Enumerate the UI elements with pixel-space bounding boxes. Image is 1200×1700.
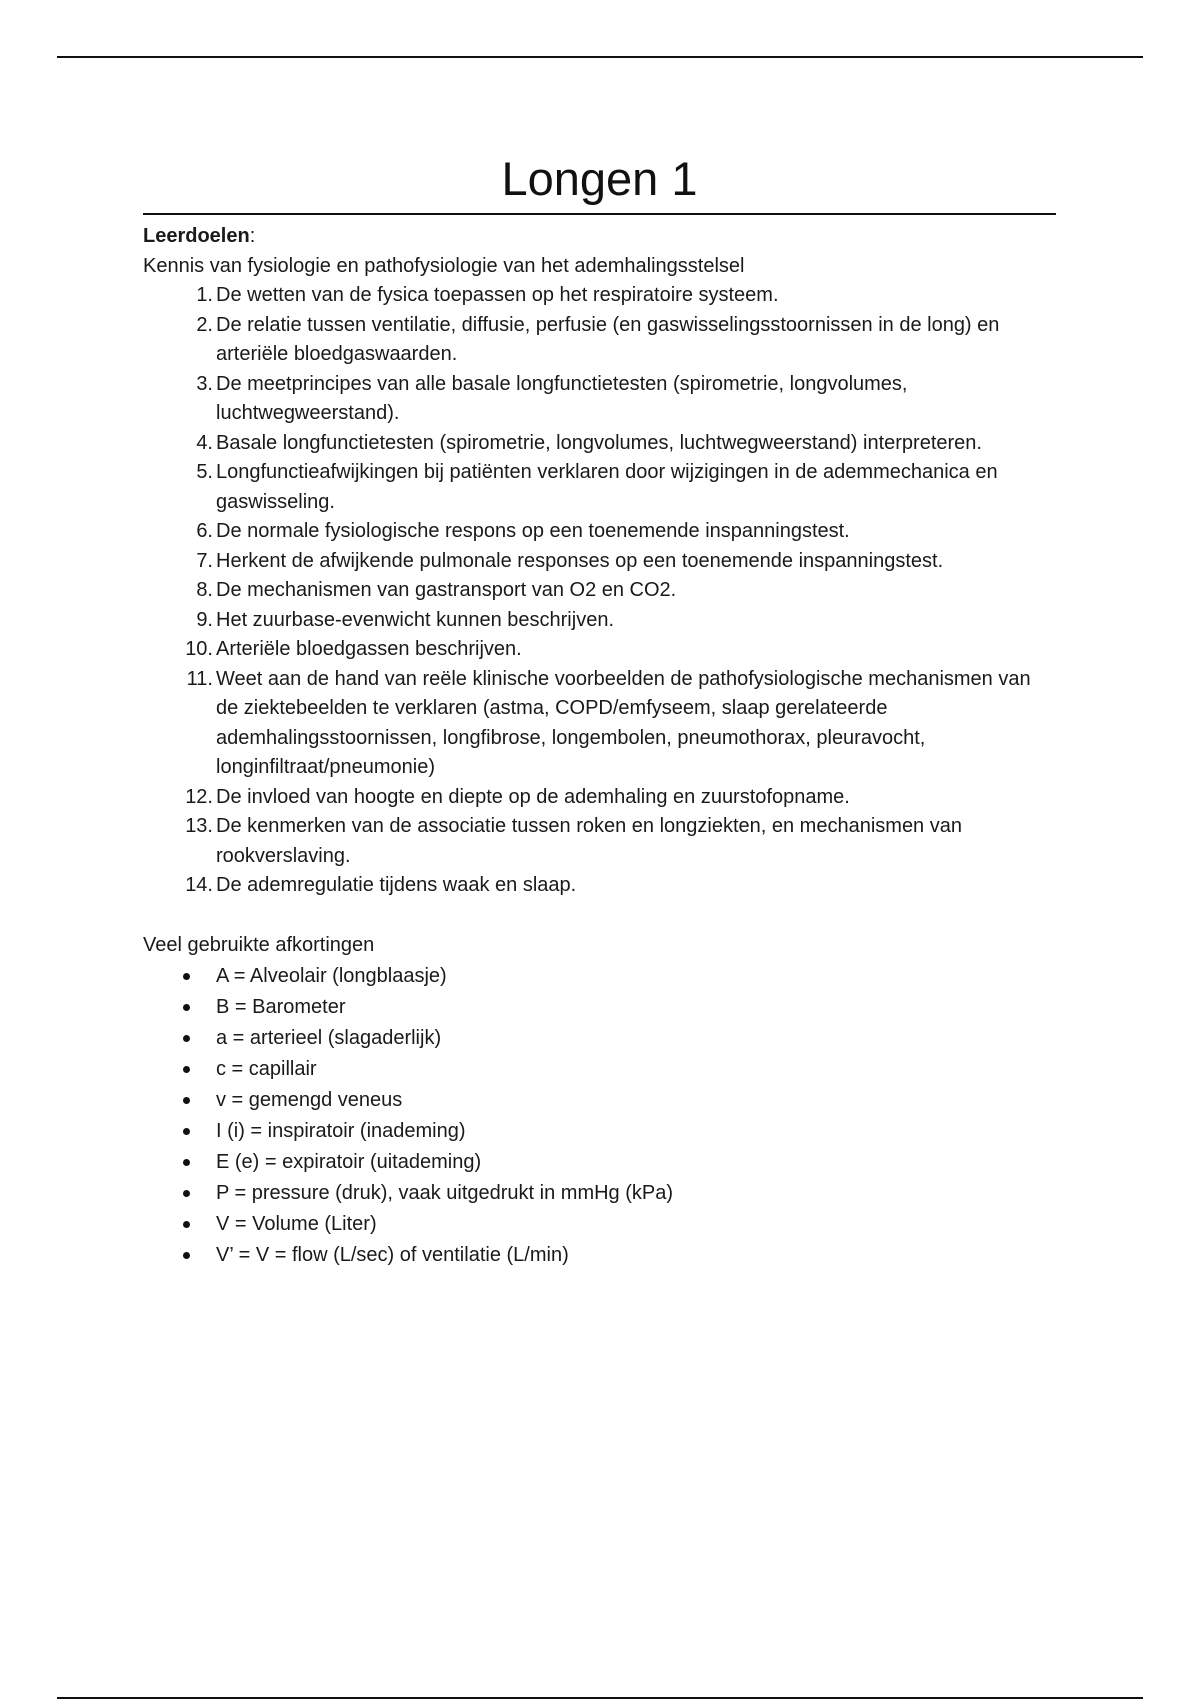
document-body bbox=[143, 148, 1056, 1271]
page-title: Longen 1 bbox=[501, 152, 698, 205]
abbreviation-text: v = gemengd veneus bbox=[216, 1088, 403, 1111]
learning-goal bbox=[143, 783, 1056, 813]
goal-number: 1. bbox=[196, 284, 213, 306]
leerdoelen-intro: Kennis van fysiologie en pathofysiologie van het ademhalingsstelsel bbox=[143, 255, 745, 277]
goal-number: 7. bbox=[196, 549, 213, 572]
goal-text: Arteriële bloedgassen beschrijven. bbox=[216, 638, 522, 660]
abbreviation-item bbox=[143, 1054, 1056, 1085]
abbreviation-item bbox=[143, 1116, 1056, 1147]
goal-text: De relatie tussen ventilatie, diffusie, perfusie (en gaswisselingsstoornissen in de long) en arteriële bloedgaswaarden. bbox=[216, 313, 1000, 365]
abbreviation-item bbox=[143, 1147, 1056, 1178]
bullet-icon bbox=[183, 973, 190, 980]
abbreviation-text: a = arterieel (slagaderlijk) bbox=[216, 1026, 442, 1049]
section-spacer bbox=[143, 901, 1056, 930]
goal-text: De ademregulatie tijdens waak en slaap. bbox=[216, 874, 577, 896]
goal-text: De meetprincipes van alle basale longfunctietesten (spirometrie, longvolumes, luchtwegweerstand). bbox=[216, 372, 908, 424]
abbreviation-item bbox=[143, 1209, 1056, 1240]
goal-text: Herkent de afwijkende pulmonale responses op een toenemende inspanningstest. bbox=[216, 549, 944, 572]
goal-number: 12. bbox=[185, 785, 213, 808]
learning-goal bbox=[143, 458, 1056, 517]
abbreviation-text: A = Alveolair (longblaasje) bbox=[216, 964, 447, 987]
learning-goal bbox=[143, 812, 1056, 871]
learning-goal bbox=[143, 665, 1056, 783]
abbreviation-text: E (e) = expiratoir (uitademing) bbox=[216, 1150, 482, 1173]
goal-number: 9. bbox=[196, 608, 213, 631]
title-underline bbox=[143, 213, 1056, 215]
learning-goal bbox=[143, 517, 1056, 547]
goal-text: Longfunctieafwijkingen bij patiënten verklaren door wijzigingen in de ademmechanica en gaswisseling. bbox=[216, 461, 998, 513]
abbreviation-item bbox=[143, 1085, 1056, 1116]
goal-number: 4. bbox=[196, 431, 213, 454]
learning-goal bbox=[143, 311, 1056, 370]
bullet-icon bbox=[183, 1004, 190, 1011]
leerdoelen-label: Leerdoelen bbox=[143, 225, 250, 247]
goal-number: 14. bbox=[185, 874, 213, 896]
abbreviation-text: V = Volume (Liter) bbox=[216, 1212, 377, 1235]
goal-text: De kenmerken van de associatie tussen roken en longziekten, en mechanismen van rookverslaving. bbox=[216, 815, 962, 867]
learning-goal bbox=[143, 281, 1056, 311]
abbreviation-item bbox=[143, 992, 1056, 1023]
bullet-icon bbox=[183, 1221, 190, 1228]
abbreviation-item bbox=[143, 961, 1056, 992]
goal-number: 13. bbox=[185, 815, 213, 837]
goal-number: 3. bbox=[196, 372, 213, 395]
learning-goal bbox=[143, 547, 1056, 577]
goal-text: De mechanismen van gastransport van O2 en CO2. bbox=[216, 579, 677, 601]
learning-goal bbox=[143, 370, 1056, 429]
leerdoelen-colon: : bbox=[249, 225, 256, 247]
goal-number: 2. bbox=[196, 313, 213, 336]
goal-text: De invloed van hoogte en diepte op de ademhaling en zuurstofopname. bbox=[216, 785, 850, 808]
abbreviation-item bbox=[143, 1240, 1056, 1271]
abbreviations-list bbox=[143, 961, 1056, 1271]
learning-goal bbox=[143, 635, 1056, 665]
bullet-icon bbox=[183, 1066, 190, 1073]
bullet-icon bbox=[183, 1097, 190, 1104]
abbreviation-item bbox=[143, 1023, 1056, 1054]
leerdoelen-heading bbox=[143, 221, 1056, 251]
goal-number: 10. bbox=[185, 638, 213, 660]
abbreviation-text: B = Barometer bbox=[216, 995, 346, 1018]
learning-goal bbox=[143, 871, 1056, 901]
learning-goal bbox=[143, 576, 1056, 606]
bullet-icon bbox=[183, 1035, 190, 1042]
abbreviation-item bbox=[143, 1178, 1056, 1209]
goal-number: 8. bbox=[196, 579, 213, 601]
goal-number: 11. bbox=[186, 667, 213, 690]
abbreviation-text: P = pressure (druk), vaak uitgedrukt in mmHg (kPa) bbox=[216, 1181, 674, 1204]
goal-text: Weet aan de hand van reële klinische voorbeelden de pathofysiologische mechanismen van de ziektebeelden te verklaren (astma, COPD/emfyseem, slaap gerelateerde ademhalingsstoornissen, longfibrose, longembolen, pneumothorax, pleuravocht, longinfiltraat/pneumonie) bbox=[216, 667, 1031, 778]
goal-number: 5. bbox=[196, 461, 213, 483]
abbreviations-heading: Veel gebruikte afkortingen bbox=[143, 933, 375, 956]
goal-text: De normale fysiologische respons op een toenemende inspanningstest. bbox=[216, 520, 850, 542]
page-bottom-rule bbox=[57, 1697, 1143, 1699]
bullet-icon bbox=[183, 1190, 190, 1197]
goal-text: Basale longfunctietesten (spirometrie, longvolumes, luchtwegweerstand) interpreteren. bbox=[216, 431, 982, 454]
goal-text: Het zuurbase-evenwicht kunnen beschrijven. bbox=[216, 608, 614, 631]
bullet-icon bbox=[183, 1128, 190, 1135]
learning-goals-list bbox=[143, 281, 1056, 901]
goal-number: 6. bbox=[196, 520, 213, 542]
abbreviation-text: I (i) = inspiratoir (inademing) bbox=[216, 1119, 466, 1142]
goal-text: De wetten van de fysica toepassen op het respiratoire systeem. bbox=[216, 284, 779, 306]
learning-goal bbox=[143, 429, 1056, 459]
bullet-icon bbox=[183, 1252, 190, 1259]
learning-goal bbox=[143, 606, 1056, 636]
page-top-rule bbox=[57, 56, 1143, 58]
bullet-icon bbox=[183, 1159, 190, 1166]
abbreviation-text: c = capillair bbox=[216, 1057, 317, 1080]
abbreviation-text: V’ = V = flow (L/sec) of ventilatie (L/min) bbox=[216, 1243, 569, 1266]
